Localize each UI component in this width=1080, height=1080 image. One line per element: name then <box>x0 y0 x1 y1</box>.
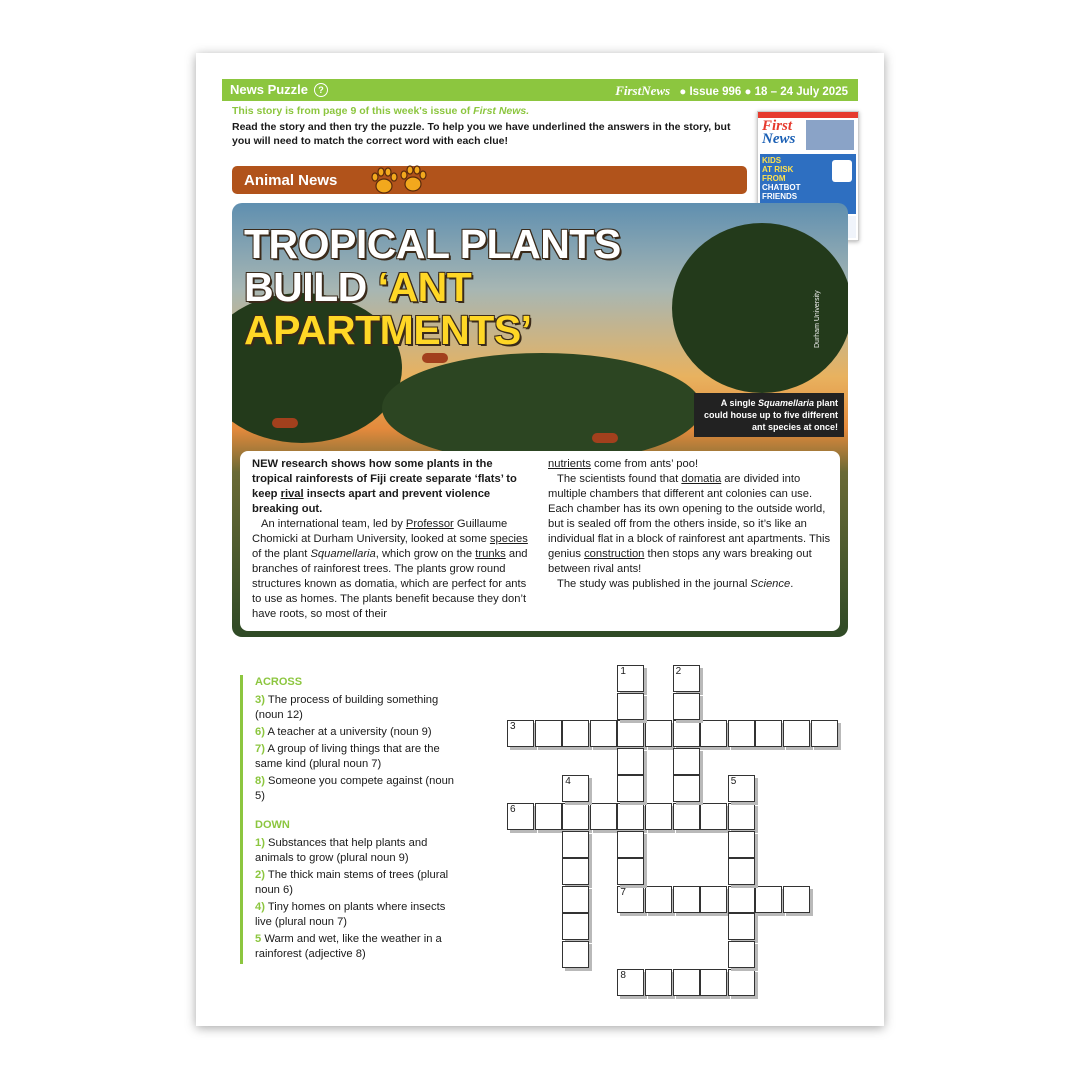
article-textbox <box>240 451 840 631</box>
source-text: This story is from page 9 of this week's issue of <box>232 105 474 117</box>
headline-white-2: BUILD <box>244 264 378 310</box>
lead-text: insects apart and prevent violence breaking out. <box>252 488 491 515</box>
palm-tree-right <box>672 223 848 393</box>
clue-number-label: 3 <box>510 721 516 733</box>
clue-text: The process of building something (noun 12) <box>255 694 439 721</box>
crossword-cell[interactable] <box>728 969 755 996</box>
photo-credit: Durham University <box>814 290 821 348</box>
clue-down-2 <box>255 868 465 898</box>
article-lead <box>252 457 536 517</box>
clue-number-label: 4 <box>565 776 571 788</box>
crossword-cell[interactable] <box>728 858 755 885</box>
clue-number: 7) <box>255 743 265 755</box>
clue-number: 2) <box>255 869 265 881</box>
header-bar <box>222 79 858 101</box>
section-banner <box>232 166 747 194</box>
crossword-cell[interactable] <box>755 720 782 747</box>
answer-word: domatia <box>681 473 722 485</box>
crossword-cell[interactable] <box>617 775 644 802</box>
crossword-cell[interactable] <box>562 886 589 913</box>
crossword-cell[interactable] <box>673 886 700 913</box>
clue-number: 8) <box>255 775 265 787</box>
article-column-1 <box>252 457 536 622</box>
crossword-cell[interactable] <box>700 803 727 830</box>
crossword-cell[interactable] <box>673 775 700 802</box>
crossword-cell[interactable] <box>700 886 727 913</box>
clue-text: A teacher at a university (noun 9) <box>264 726 432 738</box>
body-text: . <box>790 578 794 590</box>
clues-panel <box>240 675 465 964</box>
issue-info <box>615 83 848 99</box>
info-icon: ? <box>314 83 328 97</box>
photo-caption <box>694 393 844 437</box>
caption-text: plant could house up to five different ant species at once! <box>703 398 838 432</box>
headline-line-1: TROPICAL PLANTS <box>244 221 621 267</box>
body-text: come from ants’ poo! <box>590 458 699 470</box>
clue-number: 6) <box>255 726 265 738</box>
answer-word: Professor <box>405 518 454 530</box>
clue-number-label: 5 <box>730 776 737 788</box>
crossword-cell[interactable] <box>590 720 617 747</box>
clue-number: 1) <box>255 837 265 849</box>
crossword-cell[interactable] <box>728 913 755 940</box>
crossword-cell[interactable] <box>535 720 562 747</box>
crossword-cell[interactable] <box>617 831 644 858</box>
body-text: An international team, led by <box>261 518 406 530</box>
plant-name: Squamellaria <box>310 548 376 560</box>
crossword-cell[interactable] <box>617 665 644 692</box>
clue-number: 3) <box>255 694 265 706</box>
cover-headline-5: FRIENDS <box>762 192 798 201</box>
clue-down-1 <box>255 836 465 866</box>
crossword-cell[interactable] <box>728 775 755 802</box>
crossword-cell[interactable] <box>783 886 810 913</box>
clue-text: A group of living things that are the same kind (plural noun 7) <box>255 743 440 770</box>
journal-name: Science <box>750 578 791 590</box>
answer-word: nutrients <box>548 458 591 470</box>
article-paragraph-2 <box>548 472 832 577</box>
crossword-cell[interactable] <box>617 969 644 996</box>
crossword-cell[interactable] <box>728 803 755 830</box>
cover-headline-4: CHATBOT <box>762 183 801 192</box>
headline-line-3: APARTMENTS’ <box>244 307 532 353</box>
clue-number: 4) <box>255 901 265 913</box>
answer-word: trunks <box>475 548 506 560</box>
crossword-cell[interactable] <box>617 720 644 747</box>
body-text: of the plant <box>252 548 311 560</box>
cover-logo-news: News <box>762 131 796 147</box>
lead-text: NEW research shows how some plants in the tropical rainforests of Fiji create separate ‘flats’ to keep <box>252 458 517 500</box>
down-heading: DOWN <box>255 819 290 831</box>
clue-number-label: 7 <box>620 886 626 898</box>
clue-down-5 <box>255 932 465 962</box>
clue-text: Warm and wet, like the weather in a rainforest (adjective 8) <box>255 933 442 960</box>
crossword-cell[interactable] <box>617 803 644 830</box>
forest-canopy <box>382 353 702 463</box>
separator: ● <box>679 86 687 98</box>
body-text: are divided into multiple chambers that different ant colonies can use. Each chamber has its own opening to the outside world, but is sealed off from the others inside, so it’s like an individual flat in a block of rainforest ant apartments. This genius <box>548 473 831 560</box>
crossword-cell[interactable] <box>590 803 617 830</box>
headline-yellow-1: ‘ANT <box>377 264 472 310</box>
crossword-cell[interactable] <box>507 720 534 747</box>
cover-thumbnail <box>806 120 854 150</box>
paw-prints-icon <box>368 162 430 198</box>
clue-text: Substances that help plants and animals to grow (plural noun 9) <box>255 837 428 864</box>
clue-number-label: 2 <box>675 666 682 677</box>
crossword-cell[interactable] <box>645 803 672 830</box>
crossword-cell[interactable] <box>562 775 589 802</box>
caption-species: Squamellaria <box>757 398 814 408</box>
crossword-cell[interactable] <box>645 886 672 913</box>
crossword-cell[interactable] <box>562 831 589 858</box>
article-paragraph-3 <box>548 577 832 592</box>
crossword-cell[interactable] <box>562 720 589 747</box>
crossword-cell[interactable] <box>728 720 755 747</box>
article-headline <box>244 223 621 352</box>
body-text: , which grow on the <box>375 548 476 560</box>
body-text: The scientists found that <box>557 473 682 485</box>
source-publication: First News. <box>473 105 530 117</box>
cover-logo <box>762 120 795 146</box>
clue-text: Tiny homes on plants where insects live (plural noun 7) <box>255 901 446 928</box>
crossword-cell[interactable] <box>673 748 700 775</box>
instructions: Read the story and then try the puzzle. To help you we have underlined the answers in the story, but you will need to match the correct word with each clue! <box>232 121 731 147</box>
crossword-cell[interactable] <box>728 941 755 968</box>
cover-headline-3: FROM <box>762 174 786 183</box>
clue-number-label: 1 <box>620 666 626 677</box>
clue-text: The thick main stems of trees (plural noun 6) <box>255 869 449 896</box>
source-line <box>232 105 529 117</box>
separator: ● <box>744 86 752 98</box>
section-label: Animal News <box>244 172 338 189</box>
issue-number: Issue 996 <box>689 86 742 98</box>
clue-text: Someone you compete against (noun 5) <box>255 775 455 802</box>
article-paragraph-1 <box>252 517 536 622</box>
crossword-cell[interactable] <box>728 886 755 913</box>
answer-word: rival <box>280 488 304 500</box>
story-panel <box>232 203 848 637</box>
crossword-cell[interactable] <box>645 720 672 747</box>
clue-across-7 <box>255 742 465 772</box>
crossword-cell[interactable] <box>673 693 700 720</box>
clue-number: 5 <box>255 933 262 945</box>
crossword-cell[interactable] <box>755 886 782 913</box>
cover-headline-1: KIDS <box>762 156 782 165</box>
caption-text: A single <box>720 398 758 408</box>
clue-across-8 <box>255 774 465 804</box>
answer-word: species <box>489 533 528 545</box>
article-paragraph-1-continued <box>548 457 832 472</box>
crossword-cell[interactable] <box>617 858 644 885</box>
crossword-cell[interactable] <box>673 803 700 830</box>
article-column-2 <box>548 457 832 592</box>
crossword-cell[interactable] <box>617 748 644 775</box>
ant-illustration <box>422 353 448 363</box>
clue-across-6 <box>255 725 465 740</box>
crossword-cell[interactable] <box>811 720 838 747</box>
crossword-cell[interactable] <box>700 720 727 747</box>
robot-icon <box>832 160 852 182</box>
crossword-cell[interactable] <box>700 969 727 996</box>
brand-logo: FirstNews <box>615 83 671 98</box>
worksheet-page <box>196 53 884 1026</box>
crossword-cell[interactable] <box>645 969 672 996</box>
clue-number-label: 6 <box>510 804 516 815</box>
crossword-cell[interactable] <box>507 803 534 830</box>
crossword-cell[interactable] <box>562 803 589 830</box>
ant-illustration <box>272 418 298 428</box>
body-text: Guillaume Chomicki at Durham University, looked at some <box>252 518 508 545</box>
across-heading: ACROSS <box>255 676 303 688</box>
answer-word: construction <box>584 548 645 560</box>
body-text: then stops any wars breaking out between rival ants! <box>548 548 812 575</box>
puzzle-title-group <box>230 82 328 97</box>
body-text: The study was published in the journal <box>557 578 751 590</box>
crossword-cell[interactable] <box>617 693 644 720</box>
issue-dates: 18 – 24 July 2025 <box>754 86 848 98</box>
crossword-cell[interactable] <box>562 941 589 968</box>
crossword-cell[interactable] <box>728 831 755 858</box>
crossword-cell[interactable] <box>783 720 810 747</box>
crossword-cell[interactable] <box>535 803 562 830</box>
crossword-cell[interactable] <box>673 720 700 747</box>
crossword-cell[interactable] <box>617 886 644 913</box>
clue-across-3 <box>255 693 465 723</box>
crossword-cell[interactable] <box>673 969 700 996</box>
crossword-cell[interactable] <box>673 665 700 692</box>
puzzle-title: News Puzzle <box>230 82 309 97</box>
cover-logo-first: First <box>762 118 793 134</box>
cover-headline-2: AT RISK <box>762 165 794 174</box>
crossword-cell[interactable] <box>562 858 589 885</box>
crossword-cell[interactable] <box>562 913 589 940</box>
clue-down-4 <box>255 900 465 930</box>
ant-illustration <box>592 433 618 443</box>
body-text: and branches of rainforest trees. The plants grow round structures known as domatia, which are perfect for ants to use as homes. The plants benefit because they don’t have roots, so most of their <box>252 548 528 620</box>
headline-line-2 <box>244 266 621 309</box>
clue-number-label: 8 <box>620 969 626 981</box>
